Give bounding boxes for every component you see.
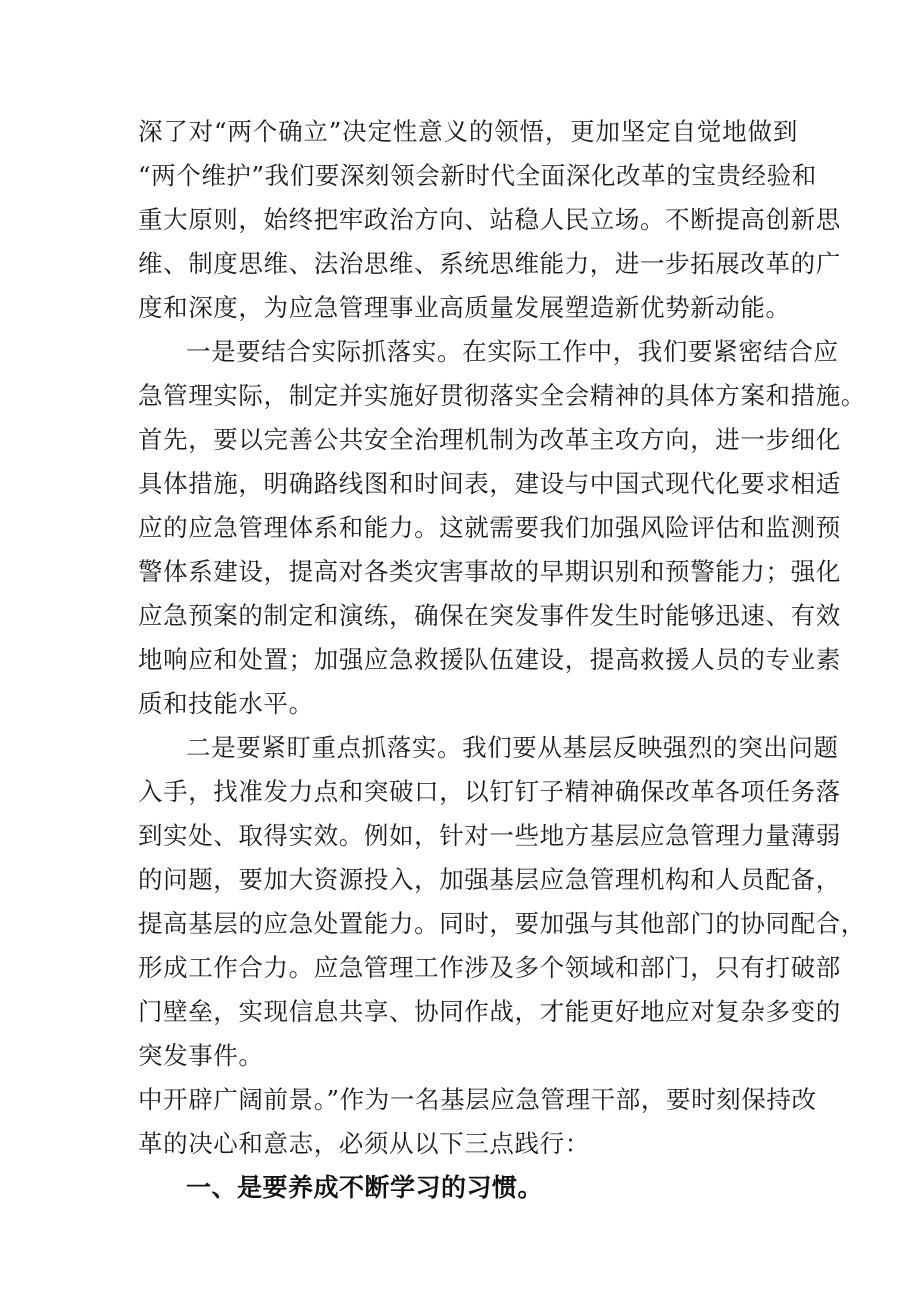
- section-heading: 一、是要养成不断学习的习惯。: [186, 1173, 544, 1202]
- paragraph-3-line-4: 的问题，要加大资源投入，加强基层应急管理机构和人员配备，: [138, 865, 841, 894]
- paragraph-2-line-6: 警体系建设，提高对各类灾害事故的早期识别和预警能力；强化: [138, 557, 841, 586]
- paragraph-2-line-1: 一是要结合实际抓落实。在实际工作中，我们要紧密结合应: [186, 337, 839, 366]
- paragraph-1-line-4: 维、制度思维、法治思维、系统思维能力，进一步拓展改革的广: [138, 249, 841, 278]
- paragraph-3-line-5: 提高基层的应急处置能力。同时，要加强与其他部门的协同配合，: [138, 909, 866, 938]
- paragraph-2-line-8: 地响应和处置；加强应急救援队伍建设，提高救援人员的专业素: [138, 645, 841, 674]
- paragraph-4-line-2: 革的决心和意志，必须从以下三点践行：: [138, 1129, 590, 1158]
- paragraph-3-line-2: 入手，找准发力点和突破口，以钉钉子精神确保改革各项任务落: [138, 777, 841, 806]
- paragraph-1-line-1: 深了对“两个确立”决定性意义的领悟，更加坚定自觉地做到: [138, 117, 798, 146]
- paragraph-1-line-3: 重大原则，始终把牢政治方向、站稳人民立场。不断提高创新思: [138, 205, 841, 234]
- paragraph-3-line-6: 形成工作合力。应急管理工作涉及多个领域和部门，只有打破部: [138, 953, 841, 982]
- paragraph-2-line-9: 质和技能水平。: [138, 689, 314, 718]
- paragraph-3-line-1: 二是要紧盯重点抓落实。我们要从基层反映强烈的突出问题: [186, 733, 839, 762]
- paragraph-2-line-3: 首先，要以完善公共安全治理机制为改革主攻方向，进一步细化: [138, 425, 841, 454]
- paragraph-2-line-4: 具体措施，明确路线图和时间表，建设与中国式现代化要求相适: [138, 469, 841, 498]
- paragraph-3-line-7: 门壁垒，实现信息共享、协同作战，才能更好地应对复杂多变的: [138, 997, 841, 1026]
- paragraph-1-line-5: 度和深度，为应急管理事业高质量发展塑造新优势新动能。: [138, 293, 791, 322]
- paragraph-3-line-3: 到实处、取得实效。例如，针对一些地方基层应急管理力量薄弱: [138, 821, 841, 850]
- paragraph-3-line-8: 突发事件。: [138, 1041, 264, 1070]
- paragraph-1-line-2: “两个维护”我们要深刻领会新时代全面深化改革的宝贵经验和: [138, 161, 817, 190]
- paragraph-2-line-7: 应急预案的制定和演练，确保在突发事件发生时能够迅速、有效: [138, 601, 841, 630]
- paragraph-2-line-2: 急管理实际，制定并实施好贯彻落实全会精神的具体方案和措施。: [138, 381, 866, 410]
- paragraph-4-line-1: 中开辟广阔前景。”作为一名基层应急管理干部，要时刻保持改: [138, 1085, 817, 1114]
- paragraph-2-line-5: 应的应急管理体系和能力。这就需要我们加强风险评估和监测预: [138, 513, 841, 542]
